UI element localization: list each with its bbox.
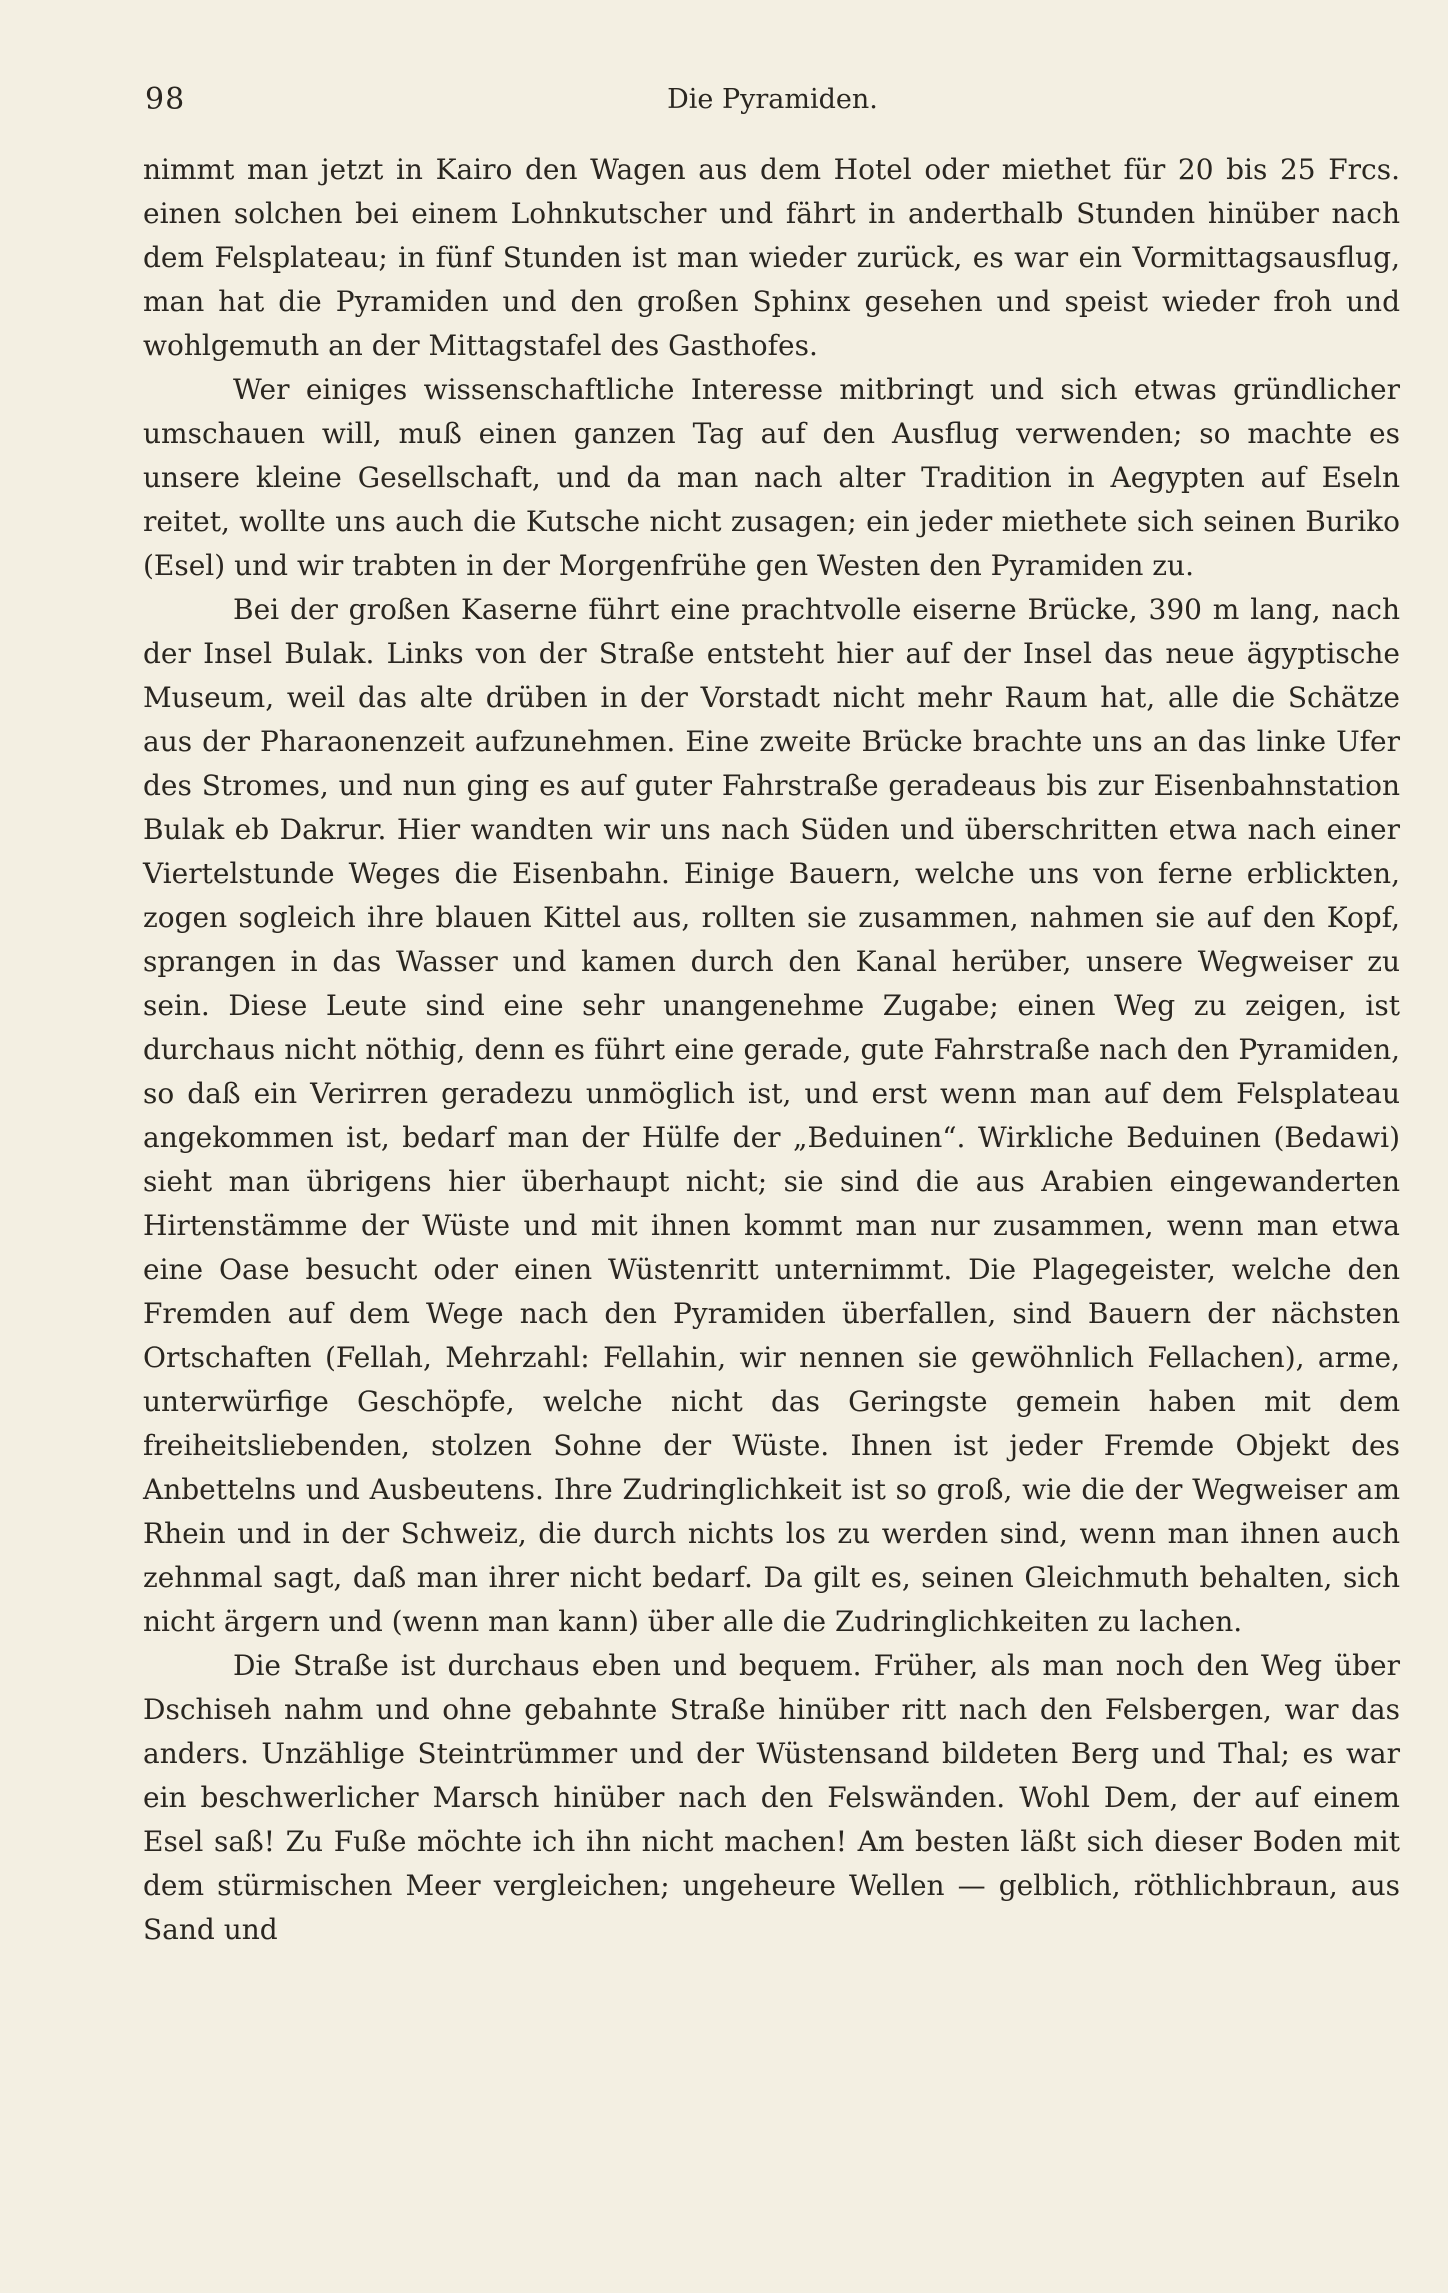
page-header <box>145 82 1400 122</box>
paragraph-4: Die Straße ist durchaus eben und bequem. Früher, als man noch den Weg über Dschiseh nahm und ohne gebahnte Straße hinüber ritt nach den Felsbergen, war das anders. Unzählige Steintrümmer und der Wüstensand bildeten Berg und Thal; es war ein beschwerlicher Marsch hinüber nach den Felswänden. Wohl Dem, der auf einem Esel saß! Zu Fuße möchte ich ihn nicht machen! Am besten läßt sich dieser Boden mit dem stürmischen Meer vergleichen; ungeheure Wellen — gelblich, röthlichbraun, aus Sand und <box>143 1649 1400 1946</box>
paragraph-2: Wer einiges wissenschaftliche Interesse mitbringt und sich etwas gründlicher umschauen will, muß einen ganzen Tag auf den Ausflug verwenden; so machte es unsere kleine Gesellschaft, und da man nach alter Tradition in Aegypten auf Eseln reitet, wollte uns auch die Kutsche nicht zusagen; ein jeder miethete sich seinen Buriko (Esel) und wir trabten in der Morgenfrühe gen Westen den Pyramiden zu. <box>143 373 1400 582</box>
body-text <box>143 148 1400 1952</box>
running-title: Die Pyramiden. <box>667 84 878 115</box>
paragraph-1: nimmt man jetzt in Kairo den Wagen aus dem Hotel oder miethet für 20 bis 25 Frcs. einen solchen bei einem Lohnkutscher und fährt in anderthalb Stunden hinüber nach dem Felsplateau; in fünf Stunden ist man wieder zurück, es war ein Vormittagsausflug, man hat die Pyramiden und den großen Sphinx gesehen und speist wieder froh und wohlgemuth an der Mittagstafel des Gasthofes. <box>143 153 1400 362</box>
page-number: 98 <box>145 82 186 117</box>
paragraph-3: Bei der großen Kaserne führt eine prachtvolle eiserne Brücke, 390 m lang, nach der Insel Bulak. Links von der Straße entsteht hier auf der Insel das neue ägyptische Museum, weil das alte drüben in der Vorstadt nicht mehr Raum hat, alle die Schätze aus der Pharaonenzeit aufzunehmen. Eine zweite Brücke brachte uns an das linke Ufer des Stromes, und nun ging es auf guter Fahrstraße geradeaus bis zur Eisenbahnstation Bulak eb Dakrur. Hier wandten wir uns nach Süden und überschritten etwa nach einer Viertelstunde Weges die Eisenbahn. Einige Bauern, welche uns von ferne erblickten, zogen sogleich ihre blauen Kittel aus, rollten sie zusammen, nahmen sie auf den Kopf, sprangen in das Wasser und kamen durch den Kanal herüber, unsere Wegweiser zu sein. Diese Leute sind eine sehr unangenehme Zugabe; einen Weg zu zeigen, ist durchaus nicht nöthig, denn es führt eine gerade, gute Fahrstraße nach den Pyramiden, so daß ein Verirren geradezu unmöglich ist, und erst wenn man auf dem Felsplateau angekommen ist, bedarf man der Hülfe der „Beduinen“. Wirkliche Beduinen (Bedawi) sieht man übrigens hier überhaupt nicht; sie sind die aus Arabien eingewanderten Hirtenstämme der Wüste und mit ihnen kommt man nur zusammen, wenn man etwa eine Oase besucht oder einen Wüstenritt unternimmt. Die Plagegeister, welche den Fremden auf dem Wege nach den Pyramiden überfallen, sind Bauern der nächsten Ortschaften (Fellah, Mehrzahl: Fellahin, wir nennen sie gewöhnlich Fellachen), arme, unterwürfige Geschöpfe, welche nicht das Geringste gemein haben mit dem freiheitsliebenden, stolzen Sohne der Wüste. Ihnen ist jeder Fremde Objekt des Anbettelns und Ausbeutens. Ihre Zudringlichkeit ist so groß, wie die der Wegweiser am Rhein und in der Schweiz, die durch nichts los zu werden sind, wenn man ihnen auch zehnmal sagt, daß man ihrer nicht bedarf. Da gilt es, seinen Gleichmuth behalten, sich nicht ärgern und (wenn man kann) über alle die Zudringlichkeiten zu lachen. <box>143 593 1400 1638</box>
